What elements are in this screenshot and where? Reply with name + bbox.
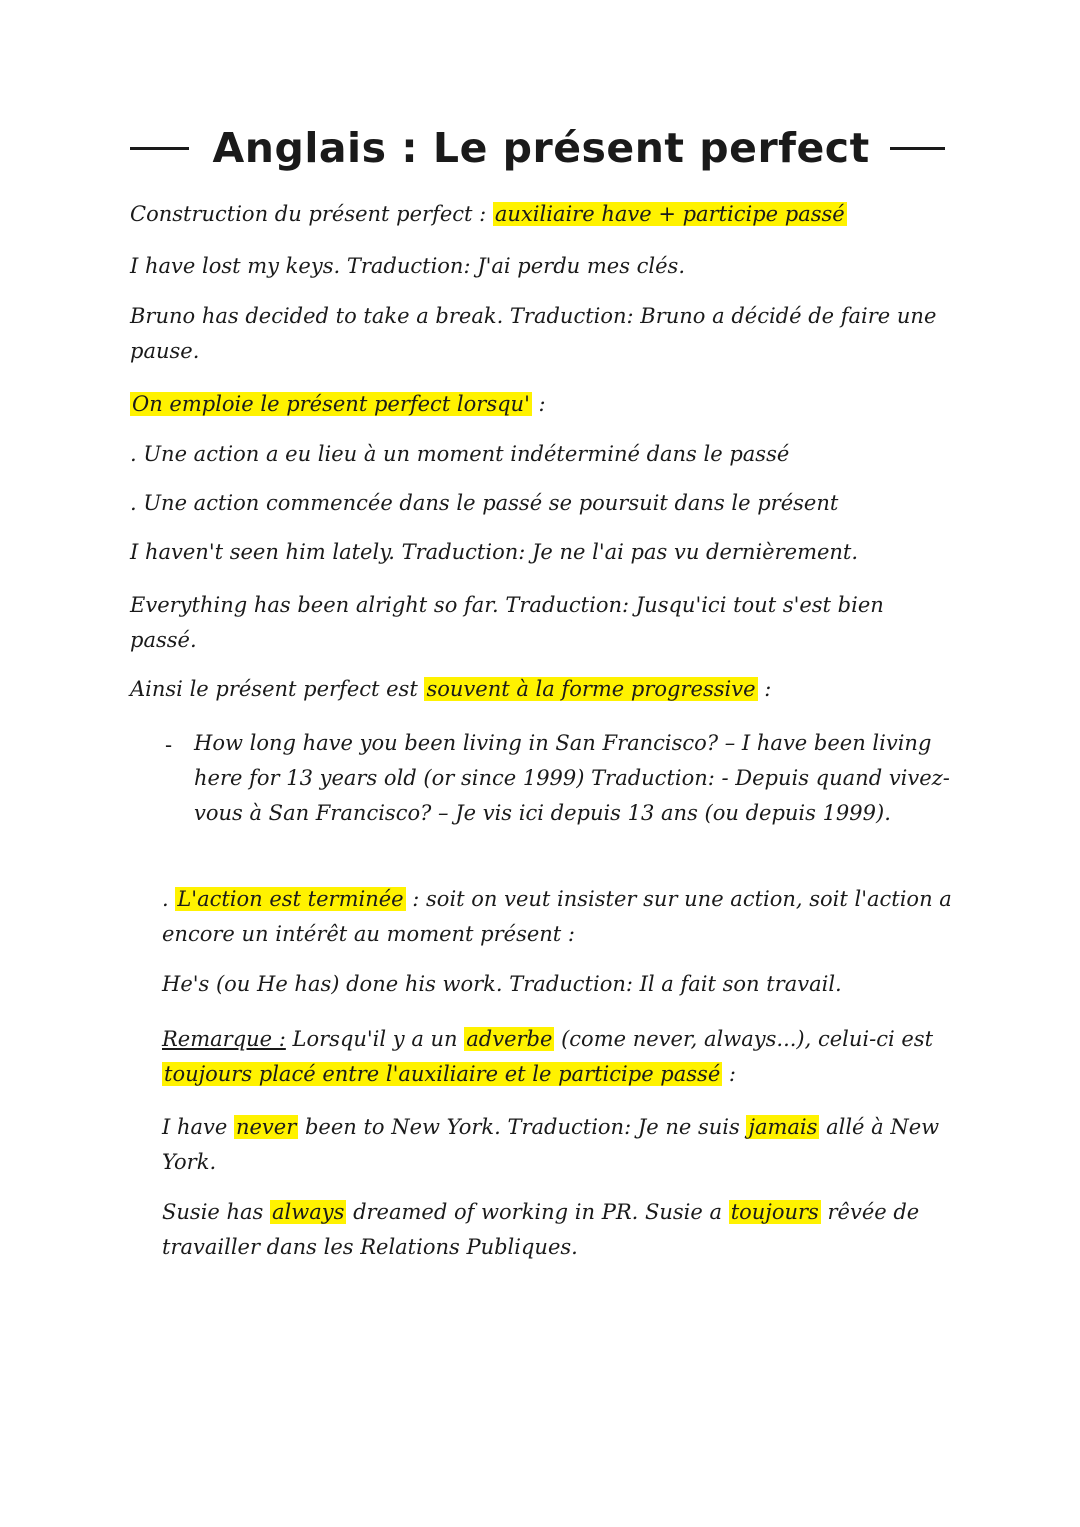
usage-colon: : — [531, 392, 546, 416]
progressive-highlight: souvent à la forme progressive — [426, 677, 756, 701]
example-7-part-a: Susie has — [162, 1200, 271, 1224]
example-7-part-c: rêvée de travailler dans les Relations Publiques. — [162, 1200, 920, 1259]
example-7-always: always — [272, 1200, 345, 1224]
finished-dot: . — [162, 887, 176, 911]
progressive-suffix: : — [757, 677, 772, 701]
remark-paragraph — [162, 1022, 955, 1092]
usage-heading-line — [130, 392, 546, 416]
finished-highlight: L'action est terminée — [177, 887, 404, 911]
finished-text: : soit on veut insister sur une action, soit l'action a encore un intérêt au moment présent : — [162, 887, 952, 946]
remark-text-2: (come never, always...), celui-ci est — [554, 1027, 934, 1051]
remark-text-1: Lorsqu'il y a un — [285, 1027, 465, 1051]
example-4: Everything has been alright so far. Traduction: Jusqu'ici tout s'est bien passé. — [130, 593, 884, 652]
construction-formula: auxiliaire have + participe passé — [494, 202, 845, 226]
construction-line — [130, 202, 847, 226]
title-divider-left — [130, 147, 189, 150]
page-title: Anglais : Le présent perfect — [212, 124, 870, 172]
title-row — [130, 118, 945, 178]
progressive-prefix: Ainsi le présent perfect est — [130, 677, 425, 701]
example-1: I have lost my keys. Traduction: J'ai perdu mes clés. — [130, 254, 686, 278]
remark-text-3: : — [722, 1062, 737, 1086]
remark-label: Remarque : — [162, 1027, 286, 1051]
example-6-part-c: allé à New York. — [162, 1115, 940, 1174]
finished-paragraph — [162, 882, 955, 952]
example-7-part-b: dreamed of working in PR. Susie a — [346, 1200, 729, 1224]
example-3: I haven't seen him lately. Traduction: Je ne l'ai pas vu dernièrement. — [130, 540, 859, 564]
example-6-part-b: been to New York. Traduction: Je ne suis — [298, 1115, 747, 1139]
example-6-never: never — [235, 1115, 297, 1139]
progressive-line — [130, 677, 771, 701]
example-6-part-a: I have — [162, 1115, 234, 1139]
example-7-toujours: toujours — [730, 1200, 819, 1224]
bullet-dash: - — [165, 733, 173, 757]
remark-rule: toujours placé entre l'auxiliaire et le participe passé — [164, 1062, 721, 1086]
example-2: Bruno has decided to take a break. Traduction: Bruno a décidé de faire une pause. — [130, 304, 937, 363]
progressive-example: How long have you been living in San Francisco? – I have been living here for 13 years old (or since 1999) Traduction: - Depuis quand vivez-vous à San Francisco? – Je vis ici depuis 13 ans (ou depuis 1999). — [194, 731, 950, 825]
usage-point-1: . Une action a eu lieu à un moment indéterminé dans le passé — [130, 442, 790, 466]
usage-point-2: . Une action commencée dans le passé se poursuit dans le présent — [130, 491, 839, 515]
title-divider-right — [890, 147, 945, 150]
usage-heading: On emploie le présent perfect lorsqu' — [132, 392, 530, 416]
example-6-jamais: jamais — [748, 1115, 818, 1139]
example-6 — [162, 1110, 955, 1180]
example-5: He's (ou He has) done his work. Traduction: Il a fait son travail. — [162, 972, 842, 996]
remark-adverbe: adverbe — [466, 1027, 553, 1051]
example-7 — [162, 1195, 955, 1265]
construction-label: Construction du présent perfect : — [130, 202, 493, 226]
